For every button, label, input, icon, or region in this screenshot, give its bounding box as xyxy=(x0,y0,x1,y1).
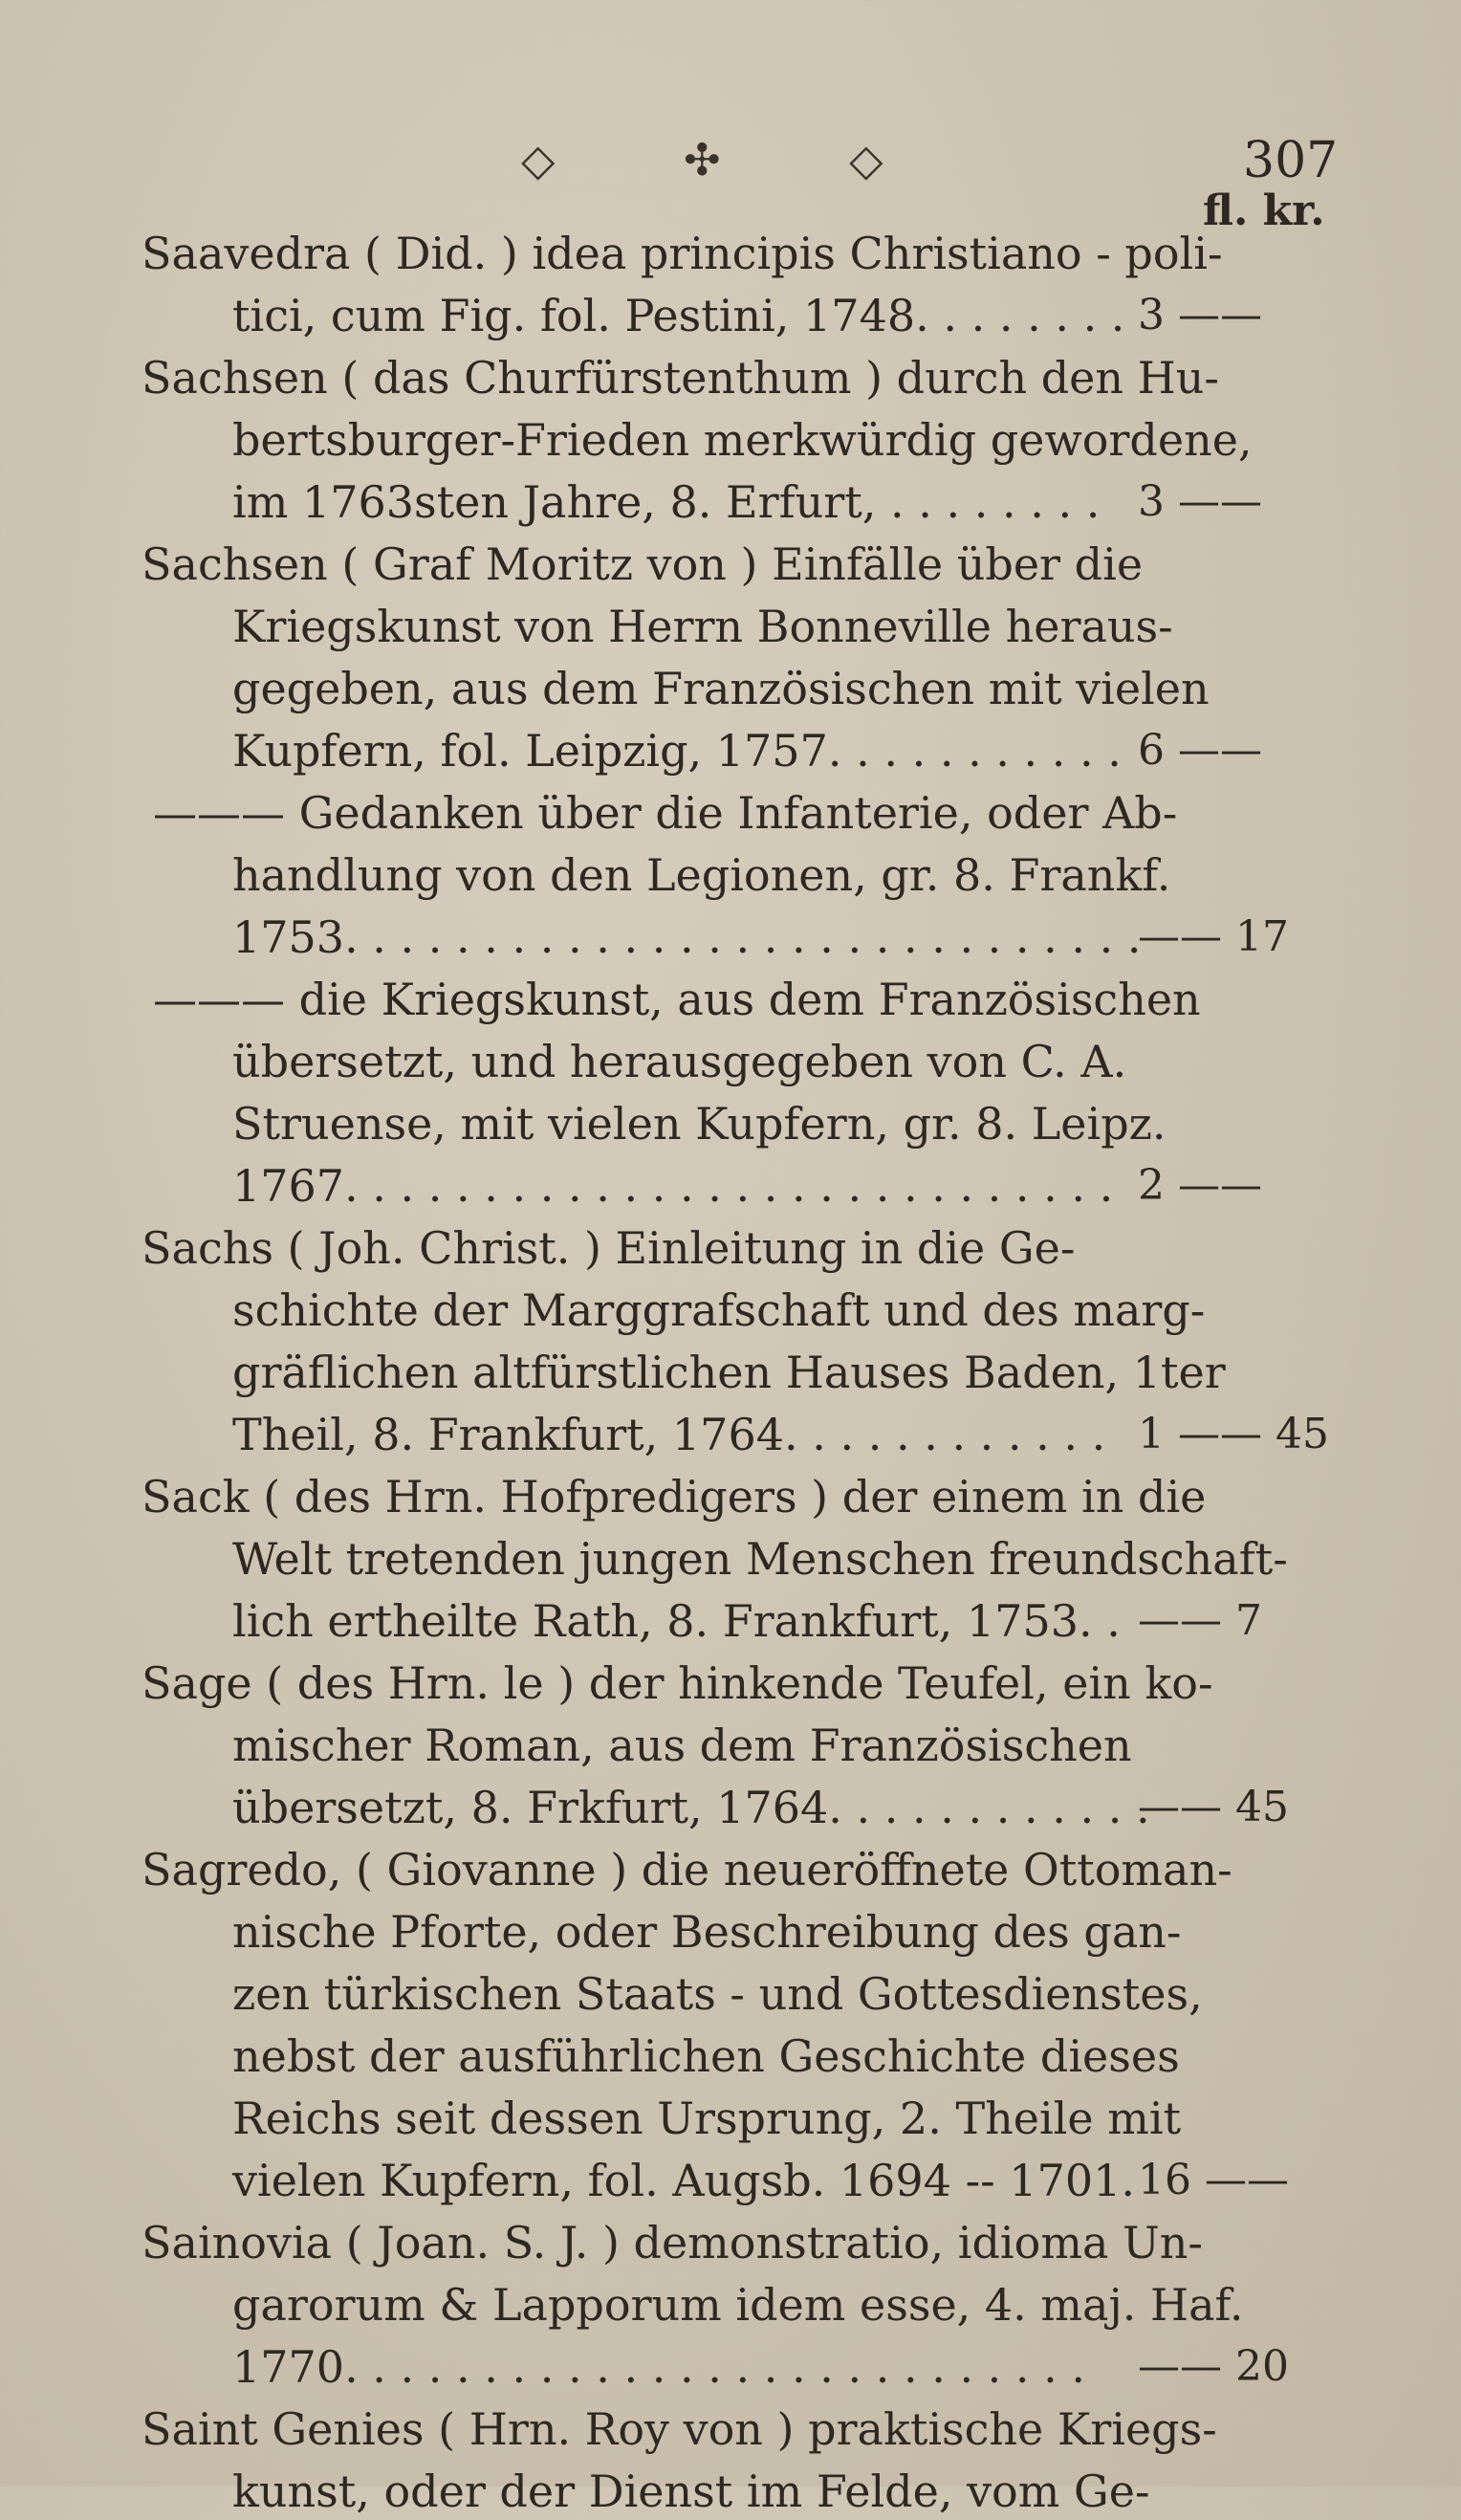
currency-header: fl. kr. xyxy=(1203,186,1325,235)
entry-line: übersetzt, 8. Frkfurt, 1764. . . . . . . . . . . . xyxy=(232,1782,1150,1833)
entry-line: handlung von den Legionen, gr. 8. Frankf. xyxy=(232,849,1171,901)
entry-line: ——— Gedanken über die Infanterie, oder Ab- xyxy=(153,787,1178,839)
price-entry: 3 —— xyxy=(1138,291,1262,340)
page-number: 307 xyxy=(1243,132,1339,189)
entry-line: Saint Genies ( Hrn. Roy von ) praktische Kriegs- xyxy=(142,2403,1217,2455)
entry-line: nische Pforte, oder Beschreibung des gan- xyxy=(232,1906,1182,1958)
entry-line: Sagredo, ( Giovanne ) die neueröffnete Ottoman- xyxy=(142,1844,1232,1895)
entry-line: Reichs seit dessen Ursprung, 2. Theile mit xyxy=(232,2093,1182,2144)
entry-line: Welt tretenden jungen Menschen freundschaft- xyxy=(232,1533,1288,1585)
price-entry: 1 —— 45 xyxy=(1138,1410,1329,1458)
entry-line: bertsburger-Frieden merkwürdig gewordene, xyxy=(232,414,1253,466)
entry-line: lich ertheilte Rath, 8. Frankfurt, 1753. . xyxy=(232,1595,1121,1647)
price-entry: —— 45 xyxy=(1138,1783,1289,1831)
entry-line: mischer Roman, aus dem Französischen xyxy=(232,1720,1132,1771)
entry-line: kunst, oder der Dienst im Felde, vom Ge- xyxy=(232,2465,1150,2517)
price-entry: —— 20 xyxy=(1138,2342,1289,2391)
price-entry: 6 —— xyxy=(1138,726,1262,775)
entry-line: Theil, 8. Frankfurt, 1764. . . . . . . . . . . . xyxy=(232,1409,1106,1460)
entry-line: im 1763sten Jahre, 8. Erfurt, . . . . . . . . xyxy=(232,476,1101,528)
entry-line: gegeben, aus dem Französischen mit vielen xyxy=(232,663,1210,714)
entry-line: Sainovia ( Joan. S. J. ) demonstratio, idioma Un- xyxy=(142,2217,1203,2268)
entry-line: garorum & Lapporum idem esse, 4. maj. Haf. xyxy=(232,2279,1244,2331)
entry-line: nebst der ausführlichen Geschichte dieses xyxy=(232,2030,1180,2082)
price-entry: 3 —— xyxy=(1138,477,1262,526)
entry-line: übersetzt, und herausgegeben von C. A. xyxy=(232,1036,1127,1087)
entry-line: tici, cum Fig. fol. Pestini, 1748. . . . . . . . xyxy=(232,290,1125,341)
entry-line: gräflichen altfürstlichen Hauses Baden, 1ter xyxy=(232,1347,1226,1398)
entry-line: Sachsen ( das Churfürstenthum ) durch den Hu- xyxy=(142,352,1219,404)
entry-line: 1767. . . . . . . . . . . . . . . . . . . . . . . . . . . . xyxy=(232,1160,1114,1212)
entry-line: Sachs ( Joh. Christ. ) Einleitung in die Ge- xyxy=(142,1222,1076,1274)
entry-line: Sack ( des Hrn. Hofpredigers ) der einem in die xyxy=(142,1471,1207,1523)
price-entry: —— 17 xyxy=(1138,912,1289,961)
entry-line: Sage ( des Hrn. le ) der hinkende Teufel, ein ko- xyxy=(142,1657,1213,1709)
entry-line: 1770. . . . . . . . . . . . . . . . . . . . . . . . . . . xyxy=(232,2341,1086,2393)
entry-line: ——— die Kriegskunst, aus dem Französischen xyxy=(153,974,1201,1025)
entry-line: Struense, mit vielen Kupfern, gr. 8. Leipz. xyxy=(232,1098,1167,1150)
entry-line: Saavedra ( Did. ) idea principis Christiano - poli- xyxy=(142,228,1223,279)
entry-line: zen türkischen Staats - und Gottesdienstes, xyxy=(232,1968,1203,2020)
entry-line: Kriegskunst von Herrn Bonneville heraus- xyxy=(232,601,1173,652)
price-entry: 2 —— xyxy=(1138,1161,1262,1210)
entry-line: 1753. . . . . . . . . . . . . . . . . . . . . . . . . . . . . xyxy=(232,911,1142,963)
price-entry: —— 7 xyxy=(1138,1596,1262,1645)
entry-line: Kupfern, fol. Leipzig, 1757. . . . . . . . . . . xyxy=(232,725,1122,777)
header-ornaments: ◇ ✣ ◇ xyxy=(521,134,941,186)
entry-line: Sachsen ( Graf Moritz von ) Einfälle über die xyxy=(142,538,1144,590)
price-entry: 16 —— xyxy=(1138,2156,1289,2204)
entry-line: vielen Kupfern, fol. Augsb. 1694 -- 1701. xyxy=(232,2155,1135,2206)
entry-line: schichte der Marggrafschaft und des marg- xyxy=(232,1284,1206,1336)
